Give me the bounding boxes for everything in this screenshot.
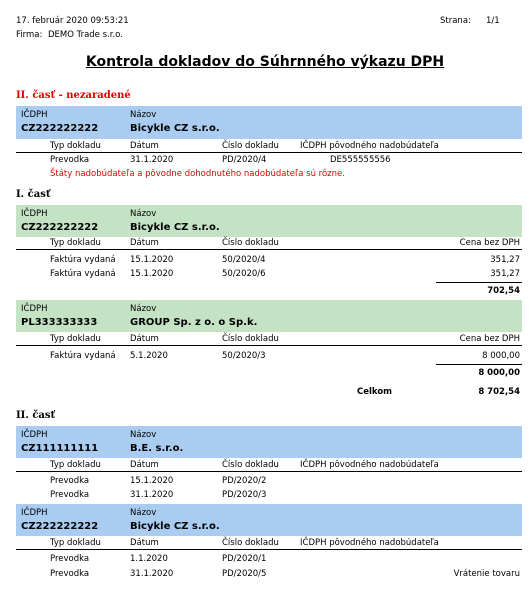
col-name-label: Názov [130, 430, 157, 440]
cell-note: Vrátenie tovaru [453, 569, 520, 579]
col-date: Dátum [130, 238, 159, 248]
col-icdph-label: IČDPH [21, 209, 48, 219]
cell-doc-type: Faktúra vydaná [50, 269, 116, 279]
col-doc-type: Typ dokladu [50, 334, 101, 344]
col-doc-type: Typ dokladu [50, 460, 101, 470]
partner-icdph: PL333333333 [21, 317, 98, 328]
cell-doc-type: Prevodka [50, 490, 90, 500]
cell-doc-number: PD/2020/5 [222, 569, 267, 579]
subtotal-value: 702,54 [487, 286, 520, 296]
col-date: Dátum [130, 141, 159, 151]
divider [16, 549, 522, 550]
col-icdph-label: IČDPH [21, 508, 48, 518]
col-price: Cena bez DPH [459, 238, 520, 248]
cell-doc-number: 50/2020/6 [222, 269, 266, 279]
page-label: Strana: [440, 16, 471, 26]
divider [16, 471, 522, 472]
cell-date: 15.1.2020 [130, 476, 174, 486]
divider [16, 152, 522, 153]
section-two-heading: II. časť [16, 410, 56, 421]
subtotal-line [436, 364, 522, 365]
col-orig-icdph: IČDPH pôvodného nadobúdateľa [300, 538, 439, 548]
partner-name: GROUP Sp. z o. o Sp.k. [130, 317, 258, 328]
report-datetime: 17. február 2020 09:53:21 [16, 16, 129, 26]
col-name-label: Názov [130, 304, 157, 314]
cell-doc-type: Prevodka [50, 554, 90, 564]
col-doc-type: Typ dokladu [50, 538, 101, 548]
cell-price: 351,27 [490, 255, 520, 265]
total-value: 8 702,54 [478, 387, 520, 397]
subtotal-value: 8 000,00 [478, 368, 520, 378]
col-doc-number: Číslo dokladu [222, 334, 279, 344]
cell-doc-type: Prevodka [50, 569, 90, 579]
cell-price: 351,27 [490, 269, 520, 279]
section-unassigned-heading: II. časť - nezaradené [16, 90, 131, 101]
cell-date: 31.1.2020 [130, 490, 174, 500]
report-title: Kontrola dokladov do Súhrnného výkazu DPH [85, 54, 445, 70]
section-one-heading: I. časť [16, 189, 51, 200]
partner-icdph: CZ222222222 [21, 521, 99, 532]
col-doc-type: Typ dokladu [50, 238, 101, 248]
col-date: Dátum [130, 334, 159, 344]
cell-date: 31.1.2020 [130, 155, 174, 165]
col-name-label: Názov [130, 110, 157, 120]
firm-label: Firma: [16, 30, 43, 40]
cell-doc-type: Faktúra vydaná [50, 255, 116, 265]
col-icdph-label: IČDPH [21, 110, 48, 120]
col-price: Cena bez DPH [459, 334, 520, 344]
col-doc-number: Číslo dokladu [222, 538, 279, 548]
col-doc-number: Číslo dokladu [222, 460, 279, 470]
cell-doc-number: PD/2020/4 [222, 155, 267, 165]
cell-doc-number: PD/2020/1 [222, 554, 267, 564]
cell-doc-number: 50/2020/3 [222, 351, 266, 361]
col-date: Dátum [130, 460, 159, 470]
col-doc-type: Typ dokladu [50, 141, 101, 151]
cell-doc-type: Faktúra vydaná [50, 351, 116, 361]
col-icdph-label: IČDPH [21, 304, 48, 314]
col-orig-icdph: IČDPH pôvodného nadobúdateľa [300, 460, 439, 470]
partner-name: Bicykle CZ s.r.o. [130, 521, 220, 532]
page-number: 1/1 [486, 16, 500, 26]
col-icdph-label: IČDPH [21, 430, 48, 440]
partner-icdph: CZ222222222 [21, 222, 99, 233]
col-doc-number: Číslo dokladu [222, 141, 279, 151]
cell-price: 8 000,00 [482, 351, 520, 361]
col-name-label: Názov [130, 209, 157, 219]
col-name-label: Názov [130, 508, 157, 518]
divider [16, 249, 522, 250]
col-doc-number: Číslo dokladu [222, 238, 279, 248]
partner-icdph: CZ222222222 [21, 123, 99, 134]
col-date: Dátum [130, 538, 159, 548]
cell-doc-number: 50/2020/4 [222, 255, 266, 265]
partner-icdph: CZ111111111 [21, 443, 99, 454]
firm-name: DEMO Trade s.r.o. [48, 30, 123, 40]
cell-doc-type: Prevodka [50, 476, 90, 486]
partner-name: Bicykle CZ s.r.o. [130, 123, 220, 134]
cell-date: 1.1.2020 [130, 554, 168, 564]
cell-orig-icdph: DE555555556 [330, 155, 391, 165]
cell-date: 15.1.2020 [130, 269, 174, 279]
cell-doc-number: PD/2020/3 [222, 490, 267, 500]
cell-date: 15.1.2020 [130, 255, 174, 265]
cell-doc-number: PD/2020/2 [222, 476, 267, 486]
partner-name: B.E. s.r.o. [130, 443, 184, 454]
total-label: Celkom [357, 387, 393, 397]
cell-doc-type: Prevodka [50, 155, 90, 165]
col-orig-icdph: IČDPH pôvodného nadobúdateľa [300, 141, 439, 151]
subtotal-line [436, 282, 522, 283]
divider [16, 345, 522, 346]
cell-date: 5.1.2020 [130, 351, 168, 361]
warning-message: Štáty nadobúdateľa a pôvodne dohodnutého nadobúdateľa sú rôzne. [50, 169, 345, 179]
partner-name: Bicykle CZ s.r.o. [130, 222, 220, 233]
cell-date: 31.1.2020 [130, 569, 174, 579]
